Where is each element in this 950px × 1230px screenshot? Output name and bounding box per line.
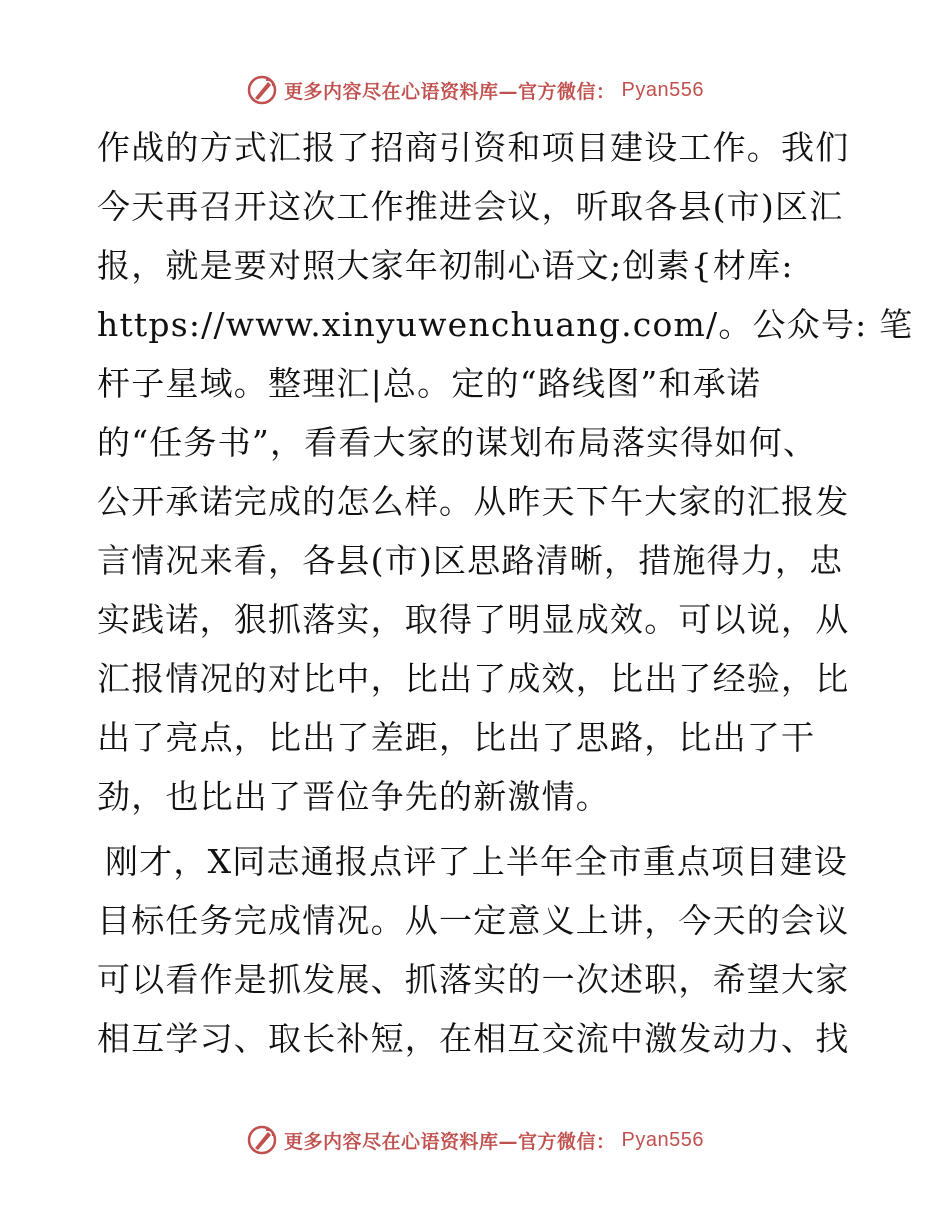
watermark-brand-text: 更多内容尽在心语资料库—官方微信： [284,80,616,103]
paragraph-2 [97,832,849,1068]
watermark-contact-id: Pyan556 [621,1128,704,1151]
watermark-brand-text: 更多内容尽在心语资料库—官方微信： [284,1130,616,1153]
text-line: 公开承诺完成的怎么样。从昨天下午大家的汇报发 [97,482,850,521]
paragraph-1 [97,118,914,826]
quill-pen-logo-icon [246,74,278,106]
text-line: https://www.xinyuwenchuang.com/。公众号: 笔 [97,305,914,344]
text-line: 的“任务书”，看看大家的谋划布局落实得如何、 [97,423,818,462]
header-watermark [0,70,950,110]
text-line: 作战的方式汇报了招商引资和项目建设工作。我们 [97,128,850,167]
text-line: 言情况来看，各县(市)区思路清晰，措施得力，忠 [97,541,844,580]
quill-pen-logo-icon [246,1124,278,1156]
text-line: 目标任务完成情况。从一定意义上讲，今天的会议 [97,901,850,940]
text-line: 劲，也比出了晋位争先的新激情。 [97,777,610,816]
text-line: 刚才，X同志通报点评了上半年全市重点项目建设 [105,842,848,881]
text-line: 相互学习、取长补短，在相互交流中激发动力、找 [97,1019,850,1058]
document-body [97,118,914,1068]
text-line: 杆子星域。整理汇|总。定的“路线图”和承诺 [97,364,762,403]
text-line: 报，就是要对照大家年初制心语文;创素{材库: [97,246,794,285]
text-line: 实践诺，狠抓落实，取得了明显成效。可以说，从 [97,600,850,639]
text-line: 可以看作是抓发展、抓落实的一次述职，希望大家 [97,960,850,999]
footer-watermark [0,1120,950,1160]
text-line: 出了亮点，比出了差距，比出了思路，比出了干 [97,718,816,757]
text-line: 今天再召开这次工作推进会议，听取各县(市)区汇 [97,187,844,226]
watermark-contact-id: Pyan556 [621,78,704,101]
text-line: 汇报情况的对比中，比出了成效，比出了经验，比 [97,659,850,698]
